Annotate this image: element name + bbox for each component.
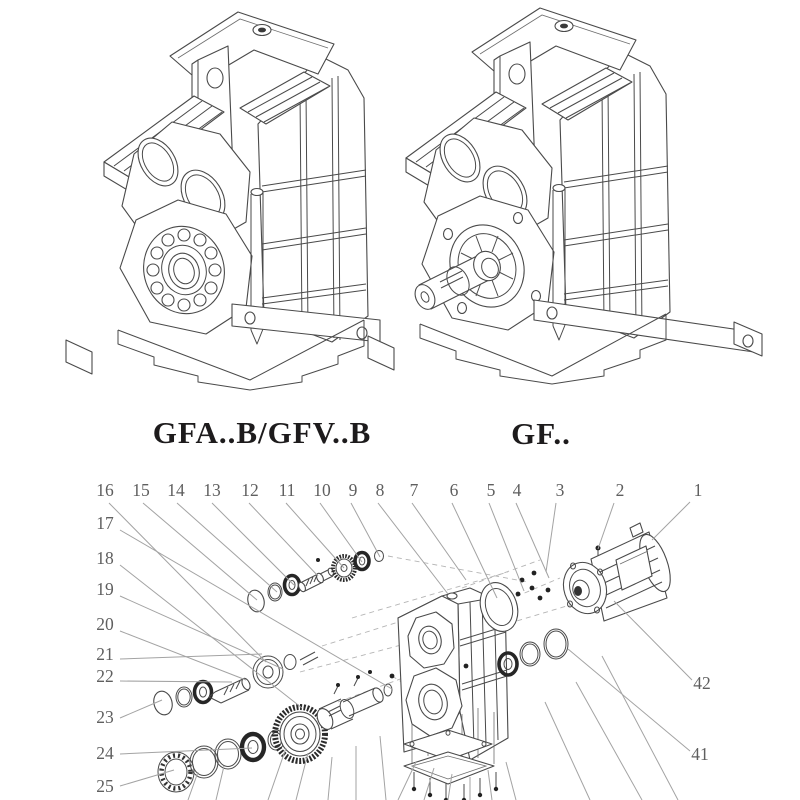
callout-number-16: 16 [96, 480, 114, 500]
callout-number-41: 41 [691, 744, 709, 764]
callout-number-3: 3 [555, 480, 565, 500]
callout-number-13: 13 [203, 480, 221, 500]
callout-number-14: 14 [167, 480, 185, 500]
leader-line-17 [120, 530, 392, 689]
callout-number-9: 9 [348, 480, 358, 500]
cropped-leader-8 [328, 757, 332, 800]
cropped-leader-12 [576, 682, 642, 800]
callout-number-4: 4 [512, 480, 522, 500]
cropped-leader-5 [506, 762, 516, 800]
leader-line-8 [378, 503, 448, 594]
callout-number-7: 7 [409, 480, 419, 500]
callout-number-1: 1 [693, 480, 703, 500]
callout-number-25: 25 [96, 776, 114, 796]
callout-number-17: 17 [96, 513, 114, 533]
callout-number-20: 20 [96, 614, 114, 634]
callout-number-15: 15 [132, 480, 150, 500]
model-label-gf: GF.. [511, 416, 571, 451]
callout-number-11: 11 [278, 480, 296, 500]
callout-number-19: 19 [96, 579, 114, 599]
callout-number-8: 8 [375, 480, 385, 500]
cropped-leader-7 [296, 753, 308, 800]
gearbox-drawing-gf [368, 8, 762, 384]
leader-line-16 [109, 503, 266, 662]
cropped-leader-10 [380, 736, 386, 800]
motor-assembly [557, 523, 677, 621]
cropped-leader-6 [268, 748, 286, 800]
callout-number-12: 12 [241, 480, 259, 500]
cropped-leader-4 [488, 770, 492, 800]
callout-number-10: 10 [313, 480, 331, 500]
leader-line-9 [351, 503, 380, 557]
callout-number-2: 2 [615, 480, 625, 500]
callout-number-23: 23 [96, 707, 114, 727]
callout-number-18: 18 [96, 548, 114, 568]
cropped-leader-13 [602, 656, 678, 800]
leader-line-1 [652, 502, 690, 540]
leader-line-42 [614, 601, 692, 680]
callout-number-22: 22 [96, 666, 114, 686]
leader-line-12 [249, 503, 318, 576]
cropped-leader-15 [216, 766, 224, 800]
callout-number-6: 6 [449, 480, 459, 500]
leader-line-2 [598, 503, 614, 549]
exploded-view-drawing [151, 523, 678, 800]
callout-number-5: 5 [486, 480, 496, 500]
leader-line-15 [143, 503, 257, 600]
callout-number-21: 21 [96, 644, 114, 664]
leader-line-3 [546, 503, 556, 572]
leader-line-11 [286, 503, 344, 568]
callout-number-24: 24 [96, 743, 114, 763]
leader-line-22 [120, 681, 232, 682]
leader-line-24 [120, 748, 252, 754]
callout-number-42: 42 [693, 673, 711, 693]
model-label-gfa: GFA..B/GFV..B [152, 415, 372, 450]
gearbox-drawing-gfa [66, 12, 380, 390]
leader-line-4 [516, 503, 549, 578]
cropped-leader-11 [545, 702, 590, 800]
